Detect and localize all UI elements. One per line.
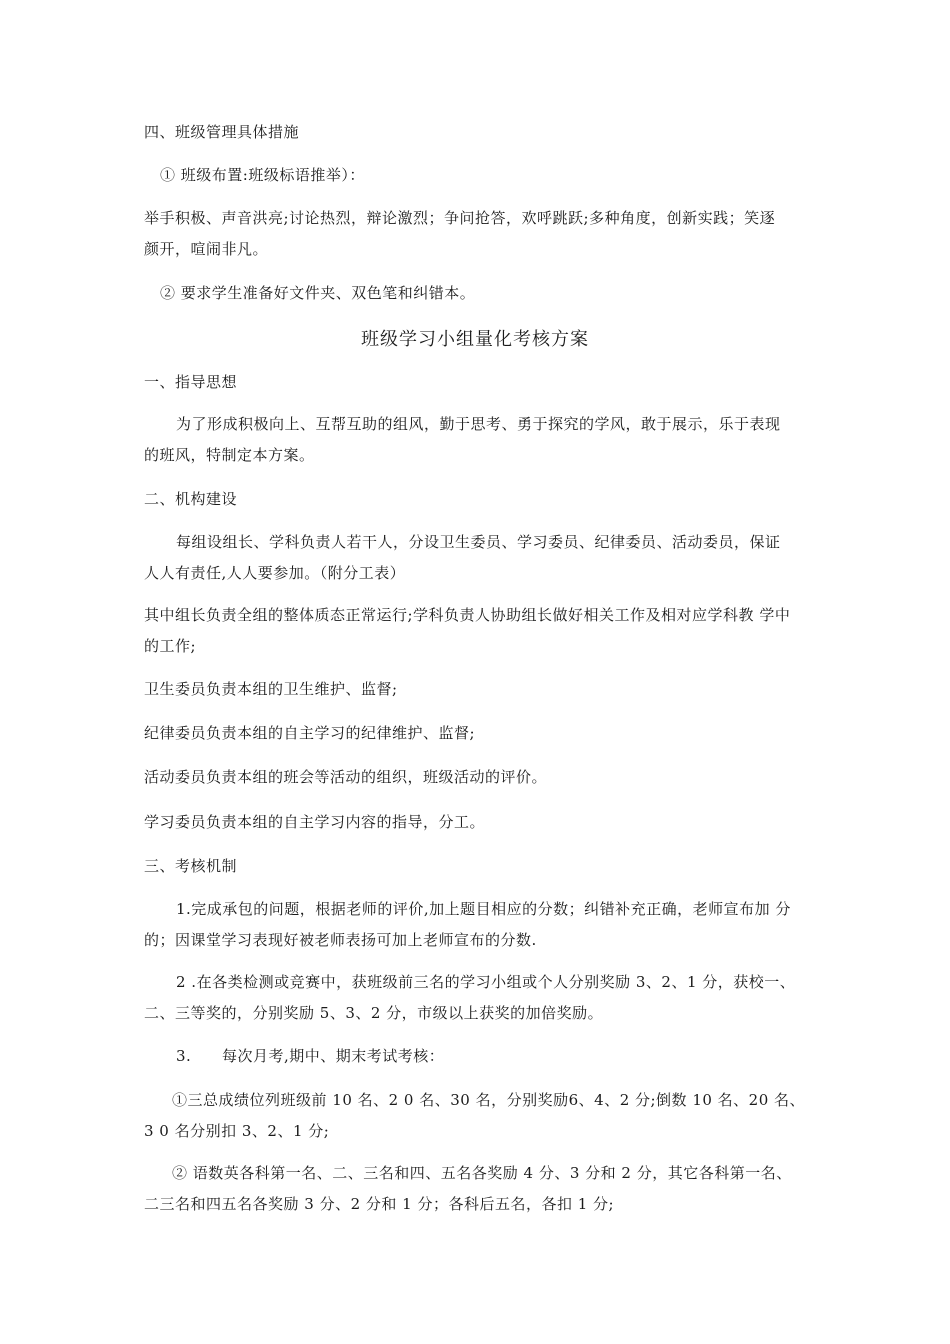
slogan-line-1: 举手积极、声音洪亮;讨论热烈，辩论激烈；争问抢答，欢呼跳跃;多种角度，创新实践；笑逐 [144, 209, 776, 227]
section1-paragraph-line-1: 为了形成积极向上、互帮互助的组风，勤于思考、勇于探究的学风，敢于展示，乐于表现 [176, 415, 781, 433]
rule2-line-1: 2 .在各类检测或竞赛中，获班级前三名的学习小组或个人分别奖励 3、2、1 分，获校一、 [176, 973, 796, 991]
section1-paragraph-line-2: 的班风，特制定本方案。 [144, 446, 315, 464]
duty-paragraph-line-1: 其中组长负责全组的整体质态正常运行;学科负责人协助组长做好相关工作及相对应学科教 学中 [144, 606, 791, 624]
measure-item-1: ① 班级布置:班级标语推举）： [160, 166, 365, 184]
rule3b-line-2: 二三名和四五名各奖励 3 分、2 分和 1 分；各科后五名，各扣 1 分; [144, 1195, 615, 1213]
section1-heading: 一、指导思想 [144, 373, 238, 391]
rule1-line-2: 的；因课堂学习表现好被老师表扬可加上老师宣布的分数. [144, 931, 537, 949]
section4-heading: 四、班级管理具体措施 [144, 123, 300, 141]
slogan-line-2: 颜开，喧闹非凡。 [144, 240, 269, 258]
rule1-line-1: 1.完成承包的问题，根据老师的评价,加上题目相应的分数；纠错补充正确，老师宣布加 分 [176, 900, 791, 918]
rule3a-line-1: ①三总成绩位列班级前 10 名、2 0 名、30 名，分别奖励6、4、2 分;倒数 10 名、20 名、 [172, 1091, 806, 1109]
duty-discipline: 纪律委员负责本组的自主学习的纪律维护、监督; [144, 724, 476, 742]
measure-item-2: ② 要求学生准备好文件夹、双色笔和纠错本。 [160, 284, 476, 302]
document-title: 班级学习小组量化考核方案 [361, 329, 589, 350]
section3-heading: 三、考核机制 [144, 857, 238, 875]
rule3-text: 每次月考,期中、期末考试考核： [222, 1047, 445, 1065]
rule3-number: 3. [176, 1047, 192, 1065]
duty-activity: 活动委员负责本组的班会等活动的组织，班级活动的评价。 [144, 768, 548, 786]
section2-paragraph-line-2: 人人有责任,人人要参加。（附分工表） [144, 564, 406, 582]
duty-health: 卫生委员负责本组的卫生维护、监督; [144, 680, 398, 698]
rule3a-line-2: 3 0 名分别扣 3、2、1 分; [144, 1122, 330, 1140]
section2-paragraph-line-1: 每组设组长、学科负责人若干人，分设卫生委员、学习委员、纪律委员、活动委员，保证 [176, 533, 781, 551]
rule3b-line-1: ② 语数英各科第一名、二、三名和四、五名各奖励 4 分、3 分和 2 分，其它各科第一名、 [172, 1164, 792, 1182]
section2-heading: 二、机构建设 [144, 490, 238, 508]
duty-paragraph-line-2: 的工作; [144, 637, 197, 655]
duty-study: 学习委员负责本组的自主学习内容的指导，分工。 [144, 813, 486, 831]
rule2-line-2: 二、三等奖的，分别奖励 5、3、2 分，市级以上获奖的加倍奖励。 [144, 1004, 604, 1022]
